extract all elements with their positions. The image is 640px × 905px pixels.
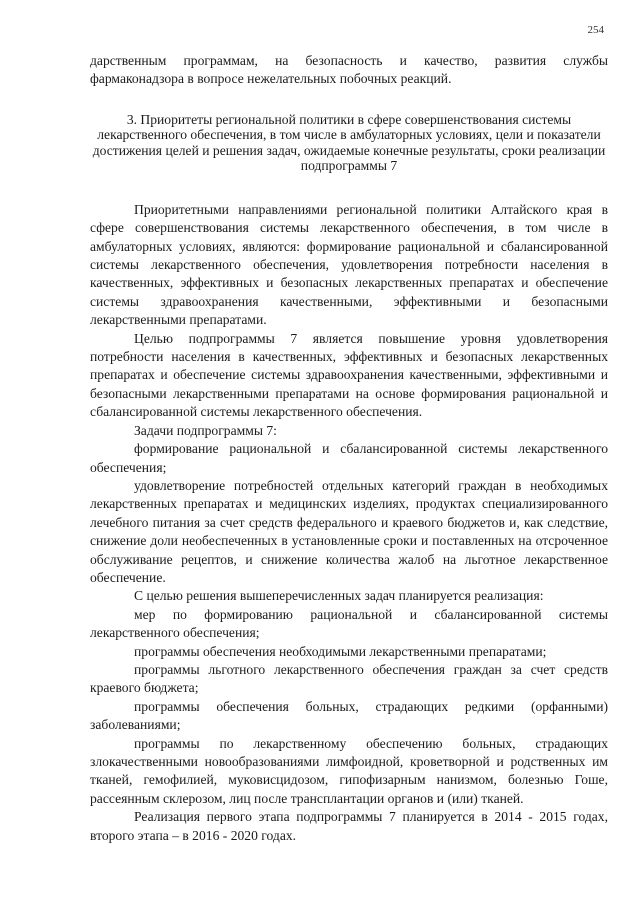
document-body — [90, 52, 608, 845]
paragraph-continuation: дарственным программам, на безопасность и качество, развития службы фармаконадзора в вопросе нежелательных побочных реакций. — [90, 53, 608, 87]
paragraph-task-2: удовлетворение потребностей отдельных категорий граждан в необходимых лекарственных препаратах и медицинских изделиях, продуктах специализированного лечебного питания за счет средств федерального и краевого бюджетов и, как следствие, снижение доли необеспеченных в установленные сроки и поставленных на отсроченное обслуживание рецептов, и снижение количества жалоб на льготное лекарственное обеспечение. — [90, 477, 608, 585]
paragraph-measure-3: программы льготного лекарственного обеспечения граждан за счет средств краевого бюджета; — [90, 661, 608, 696]
paragraph-goal: Целью подпрограммы 7 является повышение уровня удовлетворения потребности населения в качественных, эффективных и безопасных лекарственных препаратах и обеспечение системы здравоохранения качественными, эффективными и безопасными лекарственными препаратами на основе формирования рациональной и сбалансированной системы лекарственного обеспечения. — [90, 330, 608, 420]
paragraph-timeline: Реализация первого этапа подпрограммы 7 планируется в 2014 - 2015 годах, второго этапа – в 2016 - 2020 годах. — [90, 809, 608, 843]
paragraph-measure-5: программы по лекарственному обеспечению больных, страдающих злокачественными новообразованиями лимфоидной, кроветворной и родственных им тканей, гемофилией, муковисцидозом, гипофизарным нанизмом, болезнью Гоше, рассеянным склерозом, лиц после трансплантации органов и (или) тканей. — [90, 735, 608, 806]
section-heading: 3. Приоритеты региональной политики в сфере совершенствования системы лекарственного обеспечения, в том числе в амбулаторных условиях, цели и показатели достижения целей и решения задач, ожидаемые конечные результаты, сроки реализации подпрограммы 7 — [92, 111, 606, 174]
page-number: 254 — [587, 24, 604, 36]
paragraph-measure-4: программы обеспечения больных, страдающих редкими (орфанными) заболеваниями; — [90, 698, 608, 733]
paragraph-implementation-intro: С целью решения вышеперечисленных задач планируется реализация: — [134, 588, 544, 604]
paragraph-priorities: Приоритетными направлениями региональной политики Алтайского края в сфере совершенствования системы лекарственного обеспечения, в том числе в амбулаторных условиях, являются: формирование рациональной и сбалансированной системы лекарственного обеспечения, удовлетворения потребности населения в качественных, эффективных и безопасных лекарственных препаратах и обеспечение системы здравоохранения качественными, эффективными и безопасными лекарственными препаратами. — [90, 201, 608, 328]
paragraph-measure-2: программы обеспечения необходимыми лекарственными препаратами; — [134, 643, 547, 659]
paragraph-measure-1: мер по формированию рациональной и сбалансированной системы лекарственного обеспечения; — [90, 606, 608, 641]
paragraph-tasks-heading: Задачи подпрограммы 7: — [134, 422, 277, 438]
paragraph-task-1: формирование рациональной и сбалансированной системы лекарственного обеспечения; — [90, 441, 608, 475]
